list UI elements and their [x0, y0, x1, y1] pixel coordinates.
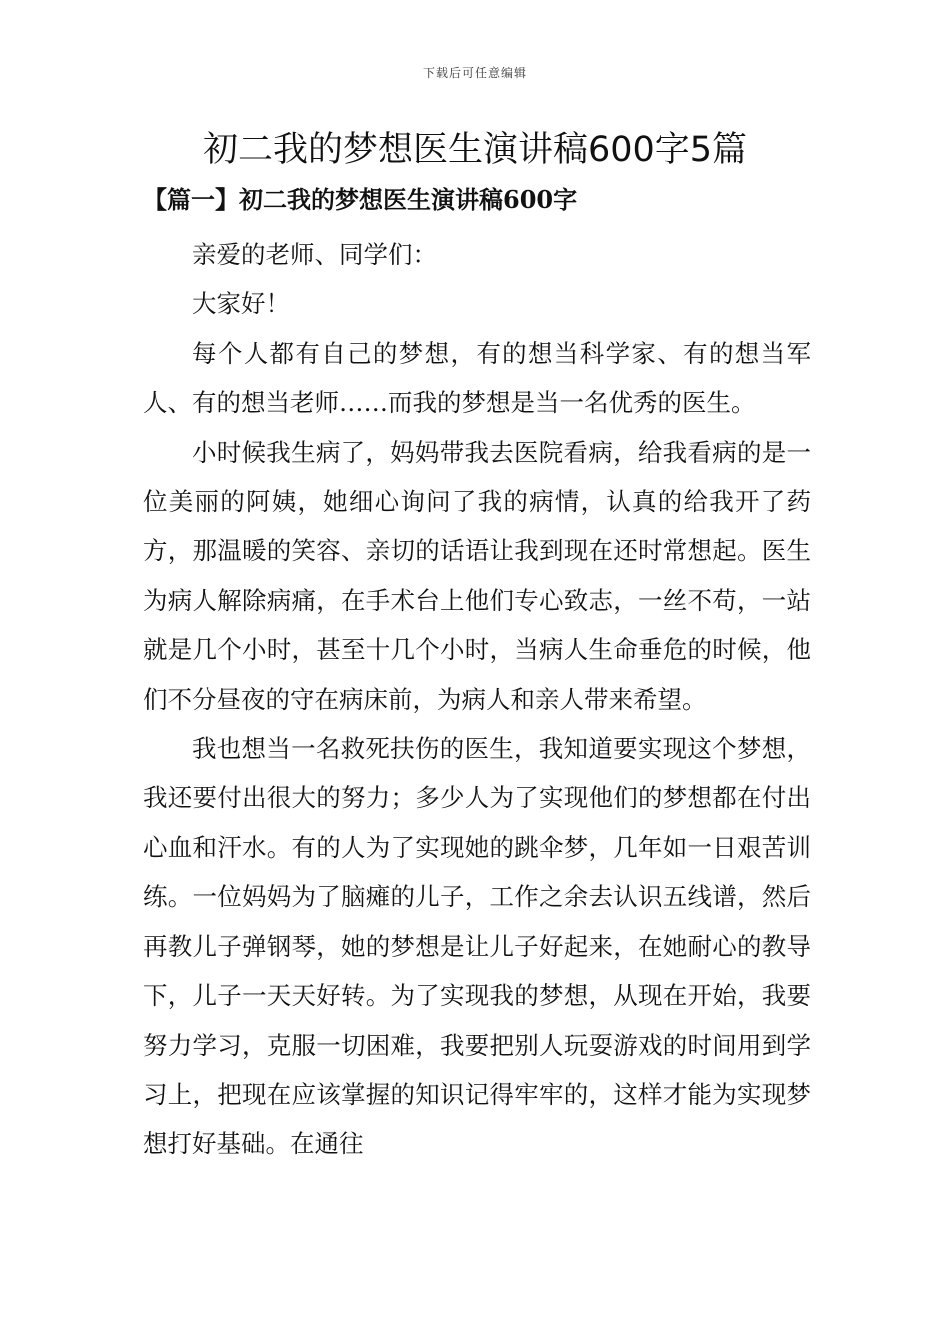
document-body	[143, 230, 811, 1169]
document-title: 初二我的梦想医生演讲稿600字5篇	[202, 130, 748, 170]
section-heading: 【篇一】初二我的梦想医生演讲稿600字	[143, 185, 578, 214]
paragraph: 小时候我生病了，妈妈带我去医院看病，给我看病的是一位美丽的阿姨，她细心询问了我的病情，认真的给我开了药方，那温暖的笑容、亲切的话语让我到现在还时常想起。医生为病人解除病痛，在手术台上他们专心致志，一丝不苟，一站就是几个小时，甚至十几个小时，当病人生命垂危的时候，他们不分昼夜的守在病床前，为病人和亲人带来希望。	[143, 437, 811, 714]
header-note: 下载后可任意编辑	[422, 66, 527, 80]
paragraph: 我也想当一名救死扶伤的医生，我知道要实现这个梦想，我还要付出很大的努力；多少人为了实现他们的梦想都在付出心血和汗水。有的人为了实现她的跳伞梦，几年如一日艰苦训练。一位妈妈为了脑瘫的儿子，工作之余去认识五线谱，然后再教儿子弹钢琴，她的梦想是让儿子好起来，在她耐心的教导下，儿子一天天好转。为了实现我的梦想，从现在开始，我要努力学习，克服一切困难，我要把别人玩耍游戏的时间用到学习上，把现在应该掌握的知识记得牢牢的，这样才能为实现梦想打好基础。在通往	[143, 734, 811, 1159]
paragraph: 每个人都有自己的梦想，有的想当科学家、有的想当军人、有的想当老师……而我的梦想是当一名优秀的医生。	[143, 338, 811, 418]
paragraph-salutation: 亲爱的老师、同学们：	[192, 240, 437, 269]
paragraph-greeting: 大家好！	[192, 289, 290, 319]
